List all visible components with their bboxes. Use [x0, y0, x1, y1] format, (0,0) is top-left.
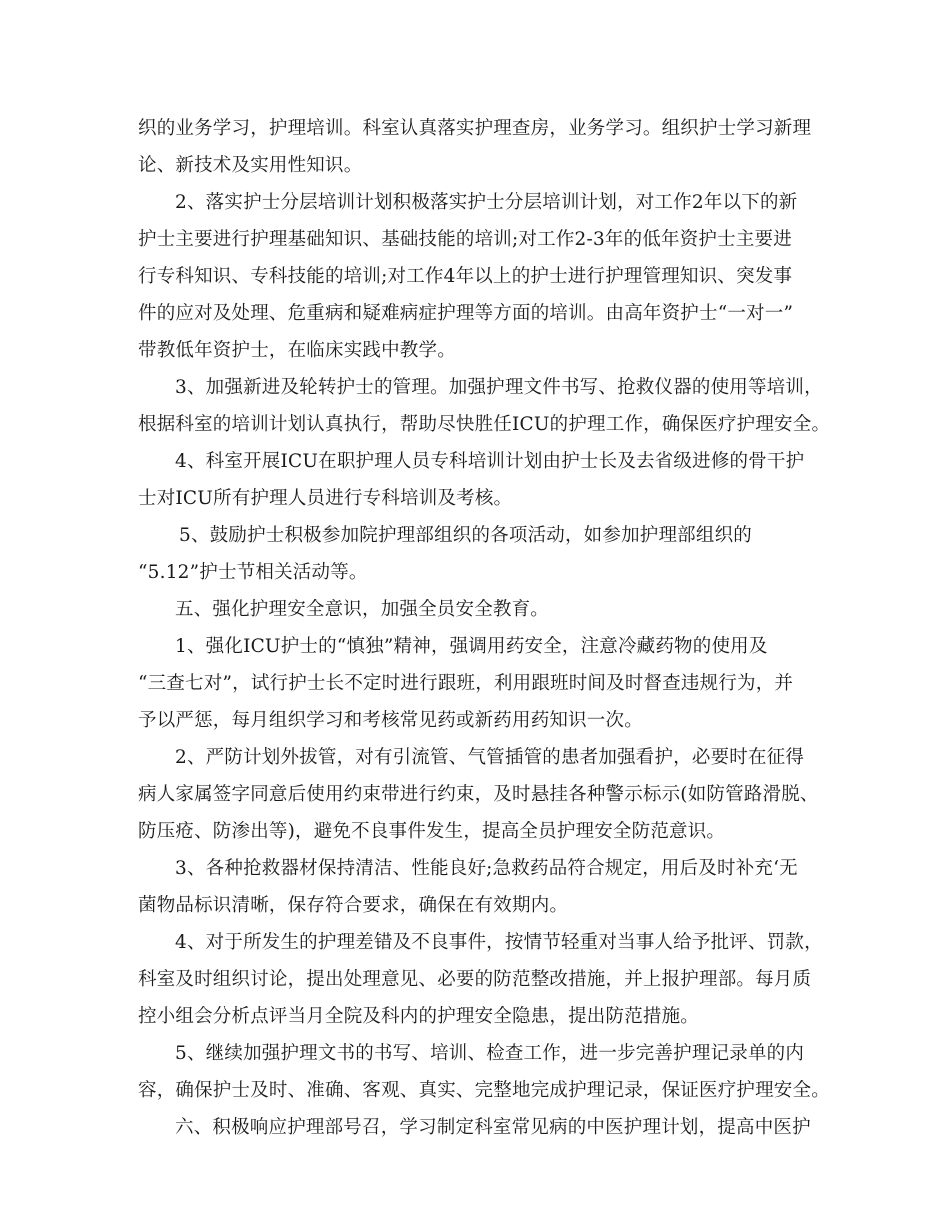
text-line: 控小组会分析点评当月全院及科内的护理安全隐患，提出防范措施。 — [138, 1006, 700, 1027]
text-line: 士对ICU所有护理人员进行专科培训及考核。 — [138, 488, 513, 509]
text-line: 5、继续加强护理文书的书写、培训、检查工作，进一步完善护理记录单的内 — [175, 1043, 805, 1064]
text-line: 2、落实护士分层培训计划积极落实护士分层培训计划，对工作2年以下的新 — [175, 192, 798, 213]
text-line: 予以严惩，每月组织学习和考核常见药或新药用药知识一次。 — [138, 710, 643, 731]
text-line: “5.12”护士节相关活动等。 — [138, 562, 368, 583]
text-line: “三查七对”，试行护士长不定时进行跟班，利用跟班时间及时督查违规行为，并 — [138, 673, 794, 694]
text-line: 4、对于所发生的护理差错及不良事件，按情节轻重对当事人给予批评、罚款， — [175, 932, 823, 953]
text-line: 3、各种抢救器材保持清洁、性能良好;急救药品符合规定，用后及时补充‘无 — [175, 858, 798, 879]
text-line: 3、加强新进及轮转护士的管理。加强护理文件书写、抢救仪器的使用等培训， — [175, 377, 823, 398]
text-line: 容，确保护士及时、准确、客观、真实、完整地完成护理记录，保证医疗护理安全。 — [138, 1080, 830, 1101]
text-line: 病人家属签字同意后使用约束带进行约束，及时悬挂各种警示标示(如防管路滑脱、 — [138, 784, 819, 805]
text-line: 防压疮、防渗出等)，避免不良事件发生，提高全员护理安全防范意识。 — [138, 821, 726, 842]
section-heading: 六、积极响应护理部号召，学习制定科室常见病的中医护理计划，提高中医护 — [175, 1117, 811, 1138]
text-line: 科室及时组织讨论，提出处理意见、必要的防范整改措施，并上报护理部。每月质 — [138, 969, 812, 990]
section-heading: 五、强化护理安全意识，加强全员安全教育。 — [175, 599, 550, 620]
text-line: 护士主要进行护理基础知识、基础技能的培训;对工作2-3年的低年资护士主要进 — [138, 229, 792, 250]
text-line: 5、鼓励护士积极参加院护理部组织的各项活动，如参加护理部组织的 — [179, 525, 752, 546]
text-line: 4、科室开展ICU在职护理人员专科培训计划由护士长及去省级进修的骨干护 — [175, 451, 805, 472]
text-line: 1、强化ICU护士的“慎独”精神，强调用药安全，注意冷藏药物的使用及 — [175, 636, 768, 657]
text-line: 2、严防计划外拔管，对有引流管、气管插管的患者加强看护，必要时在征得 — [175, 747, 805, 768]
text-line: 织的业务学习，护理培训。科室认真落实护理查房，业务学习。组织护士学习新理 — [138, 118, 812, 139]
text-line: 论、新技术及实用性知识。 — [138, 155, 363, 176]
text-line: 带教低年资护士，在临床实践中教学。 — [138, 340, 456, 361]
text-line: 菌物品标识清晰，保存符合要求，确保在有效期内。 — [138, 895, 569, 916]
text-line: 件的应对及处理、危重病和疑难病症护理等方面的培训。由高年资护士“一对一” — [138, 303, 794, 324]
text-line: 根据科室的培训计划认真执行，帮助尽快胜任ICU的护理工作，确保医疗护理安全。 — [138, 414, 831, 435]
text-line: 行专科知识、专科技能的培训;对工作4年以上的护士进行护理管理知识、突发事 — [138, 266, 793, 287]
